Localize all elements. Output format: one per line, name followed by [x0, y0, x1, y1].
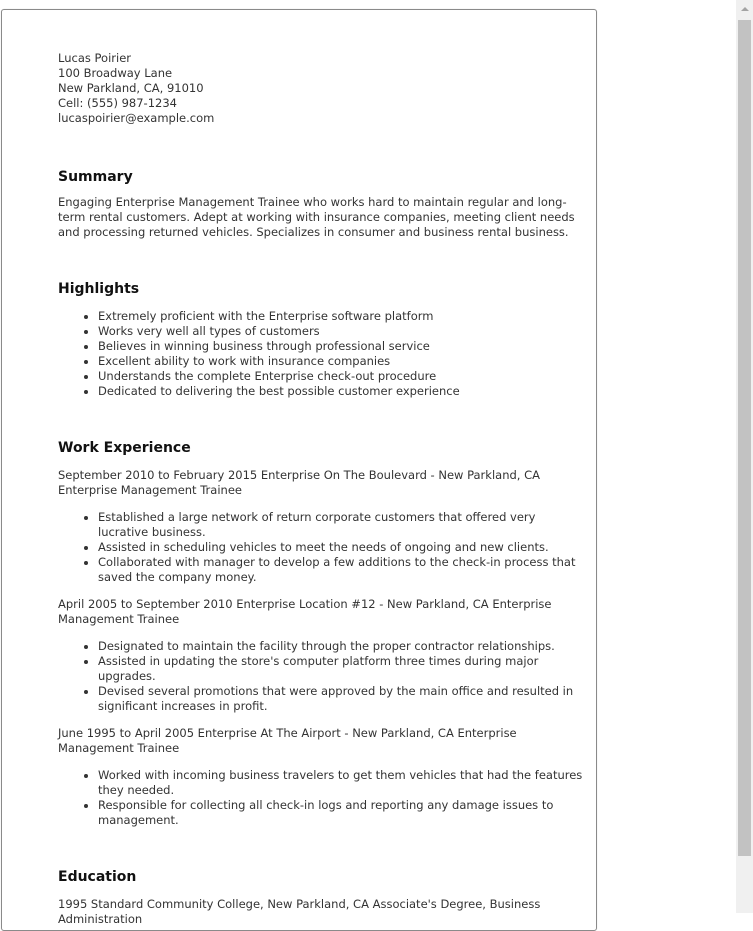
job-entry — [58, 726, 588, 828]
job-bullets — [58, 510, 588, 585]
summary-heading: Summary — [58, 169, 133, 185]
vertical-scrollbar[interactable] — [736, 0, 753, 913]
experience-heading: Work Experience — [58, 440, 191, 456]
list-item: • Worked with incoming business travelers to get them vehicles that had the features they needed. — [98, 768, 588, 798]
highlights-heading: Highlights — [58, 281, 140, 297]
list-item: • Responsible for collecting all check-in logs and reporting any damage issues to management. — [98, 798, 588, 828]
contact-address: 100 Broadway Lane — [58, 66, 173, 80]
contact-email: lucaspoirier@example.com — [58, 111, 215, 125]
list-item: • Established a large network of return corporate customers that offered very lucrative business. — [98, 510, 588, 540]
job-header: June 1995 to April 2005 Enterprise At The Airport - New Parkland, CA Enterprise Management Trainee — [58, 726, 517, 755]
contact-name: Lucas Poirier — [58, 51, 131, 65]
list-item: • Assisted in scheduling vehicles to meet the needs of ongoing and new clients. — [98, 540, 588, 555]
job-entry — [58, 597, 588, 714]
education-heading: Education — [58, 869, 137, 885]
job-header: September 2010 to February 2015 Enterprise On The Boulevard - New Parkland, CA Enterprise Management Trainee — [58, 468, 540, 497]
job-bullets — [58, 639, 588, 714]
list-item: • Collaborated with manager to develop a few additions to the check-in process that saved the company money. — [98, 555, 588, 585]
list-item: • Dedicated to delivering the best possible customer experience — [98, 384, 588, 399]
summary-text: Engaging Enterprise Management Trainee who works hard to maintain regular and long-term rental customers. Adept at working with insurance companies, meeting client needs and processing returned vehicles. Specializes in consumer and business rental business. — [58, 195, 575, 239]
highlights-section — [58, 280, 588, 399]
job-entry — [58, 468, 588, 585]
list-item: • Designated to maintain the facility through the proper contractor relationships. — [98, 639, 588, 654]
list-item: • Extremely proficient with the Enterprise software platform — [98, 309, 588, 324]
summary-section — [58, 168, 588, 240]
job-header: April 2005 to September 2010 Enterprise Location #12 - New Parkland, CA Enterprise Management Trainee — [58, 597, 552, 626]
highlights-list — [58, 309, 588, 399]
contact-city: New Parkland, CA, 91010 — [58, 81, 204, 95]
list-item: • Excellent ability to work with insurance companies — [98, 354, 588, 369]
list-item: • Believes in winning business through professional service — [98, 339, 588, 354]
scroll-up-arrow-icon[interactable] — [736, 0, 753, 17]
contact-block — [58, 51, 588, 126]
list-item: • Devised several promotions that were approved by the main office and resulted in significant increases in profit. — [98, 684, 588, 714]
list-item: • Assisted in updating the store's computer platform three times during major upgrades. — [98, 654, 588, 684]
job-bullets — [58, 768, 588, 828]
resume-page — [1, 9, 597, 931]
scrollbar-thumb[interactable] — [738, 20, 751, 856]
contact-cell: Cell: (555) 987-1234 — [58, 96, 177, 110]
list-item: • Works very well all types of customers — [98, 324, 588, 339]
list-item: • Understands the complete Enterprise check-out procedure — [98, 369, 588, 384]
education-text: 1995 Standard Community College, New Parkland, CA Associate's Degree, Business Administration — [58, 897, 541, 926]
education-section — [58, 868, 588, 927]
experience-section — [58, 439, 588, 828]
resume-content — [58, 51, 588, 927]
